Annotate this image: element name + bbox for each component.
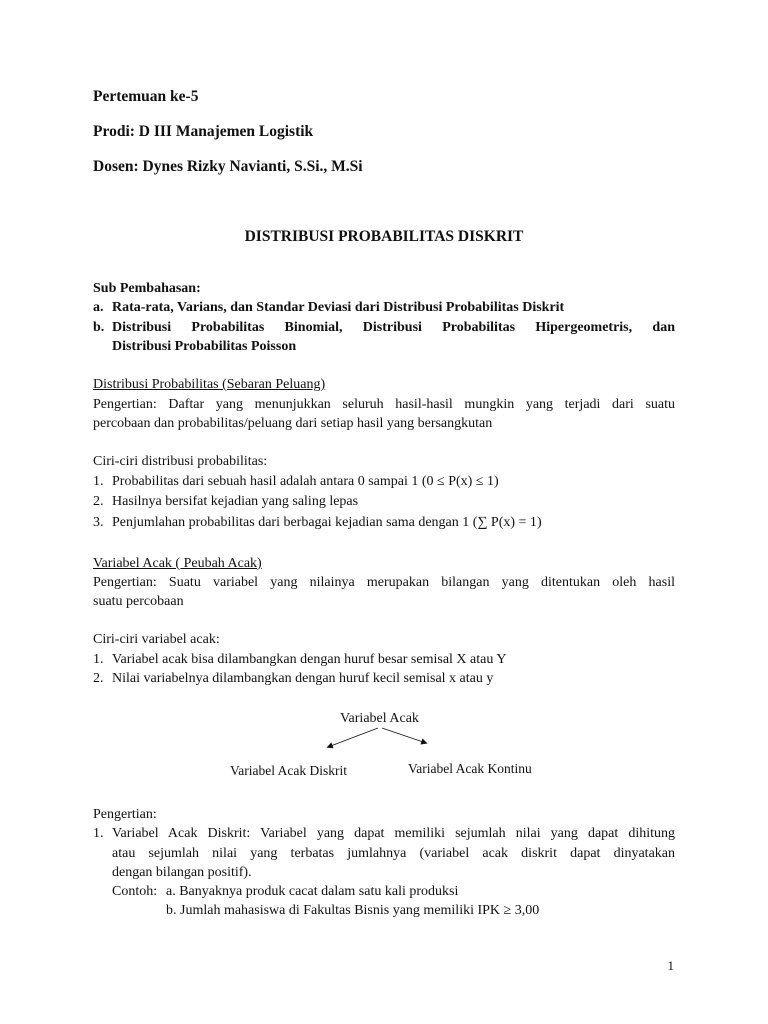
diagram-root-label: Variabel Acak bbox=[340, 711, 419, 726]
prob-dist-def-line2: percobaan dan probabilitas/peluang dari setiap hasil yang bersangkutan bbox=[93, 416, 493, 431]
definition-1-marker: 1. bbox=[93, 826, 104, 841]
random-var-trait-2-text: Nilai variabelnya dilambangkan dengan huruf kecil semisal x atau y bbox=[112, 671, 494, 686]
subtopic-a-text: Rata-rata, Varians, dan Standar Deviasi dari Distribusi Probabilitas Diskrit bbox=[112, 300, 565, 315]
random-var-heading: Variabel Acak ( Peubah Acak) bbox=[93, 556, 262, 571]
prob-trait-3-text: Penjumlahan probabilitas dari berbagai kejadian sama dengan 1 ( bbox=[112, 515, 478, 530]
subtopic-b-marker: b. bbox=[93, 320, 105, 335]
prob-trait-3-close: ) bbox=[536, 515, 542, 530]
random-var-trait-1-text: Variabel acak bisa dilambangkan dengan huruf besar semisal X atau Y bbox=[112, 652, 507, 667]
diagram-right-label: Variabel Acak Kontinu bbox=[408, 761, 532, 776]
prob-dist-def-line1: Pengertian: Daftar yang menunjukkan seluruh hasil-hasil mungkin yang terjadi dari suatu bbox=[93, 397, 675, 412]
page-number: 1 bbox=[667, 958, 674, 973]
prob-trait-1-text: Probabilitas dari sebuah hasil adalah antara 0 sampai 1 ( bbox=[112, 474, 427, 489]
probability-sum-formula: ∑ P(x) = 1 bbox=[477, 515, 537, 530]
prob-dist-heading: Distribusi Probabilitas (Sebaran Peluang) bbox=[93, 377, 326, 392]
diagram-left-label: Variabel Acak Diskrit bbox=[230, 763, 347, 778]
prob-trait-1 bbox=[112, 472, 499, 491]
subtopics-heading: Sub Pembahasan: bbox=[93, 281, 201, 296]
random-var-def-line1: Pengertian: Suatu variabel yang nilainya merupakan bilangan yang ditentukan oleh hasil bbox=[93, 575, 675, 590]
subtopic-b-line2: Distribusi Probabilitas Poisson bbox=[112, 339, 297, 354]
probability-range-formula: 0 ≤ P(x) ≤ 1 bbox=[426, 474, 494, 489]
random-var-trait-2-marker: 2. bbox=[93, 671, 104, 686]
random-var-traits-heading: Ciri-ciri variabel acak: bbox=[93, 632, 220, 647]
prob-trait-1-marker: 1. bbox=[93, 474, 104, 489]
subtopic-b-line1: Distribusi Probabilitas Binomial, Distribusi Probabilitas Hipergeometris, dan bbox=[112, 320, 675, 335]
prob-trait-1-close: ) bbox=[494, 474, 499, 489]
example-label: Contoh: bbox=[112, 884, 158, 899]
example-a: a. Banyaknya produk cacat dalam satu kali produksi bbox=[166, 884, 459, 899]
document-title: DISTRIBUSI PROBABILITAS DISKRIT bbox=[244, 228, 524, 245]
prob-trait-2-text: Hasilnya bersifat kejadian yang saling lepas bbox=[112, 494, 359, 509]
subtopic-a-marker: a. bbox=[93, 300, 104, 315]
definition-1-line2: atau sejumlah nilai yang terbatas jumlahnya (variabel acak diskrit dapat dinyatakan bbox=[112, 846, 675, 861]
example-b: b. Jumlah mahasiswa di Fakultas Bisnis yang memiliki IPK ≥ 3,00 bbox=[166, 903, 540, 918]
definitions-heading: Pengertian: bbox=[93, 807, 157, 822]
prob-trait-3-marker: 3. bbox=[93, 515, 104, 530]
random-var-trait-1-marker: 1. bbox=[93, 652, 104, 667]
prob-traits-heading: Ciri-ciri distribusi probabilitas: bbox=[93, 454, 268, 469]
lecturer-heading: Dosen: Dynes Rizky Navianti, S.Si., M.Si bbox=[93, 158, 363, 175]
diagram-arrows bbox=[300, 720, 460, 760]
arrow-right bbox=[382, 728, 426, 743]
definition-1-line3: dengan bilangan positif). bbox=[112, 865, 252, 880]
definition-1-line1: Variabel Acak Diskrit: Variabel yang dapat memiliki sejumlah nilai yang dapat dihitung bbox=[112, 826, 675, 841]
program-heading: Prodi: D III Manajemen Logistik bbox=[93, 123, 314, 140]
prob-trait-2-marker: 2. bbox=[93, 494, 104, 509]
arrow-left bbox=[328, 728, 378, 747]
meeting-heading: Pertemuan ke-5 bbox=[93, 88, 199, 105]
prob-trait-3 bbox=[112, 513, 542, 532]
random-var-def-line2: suatu percobaan bbox=[93, 594, 184, 609]
